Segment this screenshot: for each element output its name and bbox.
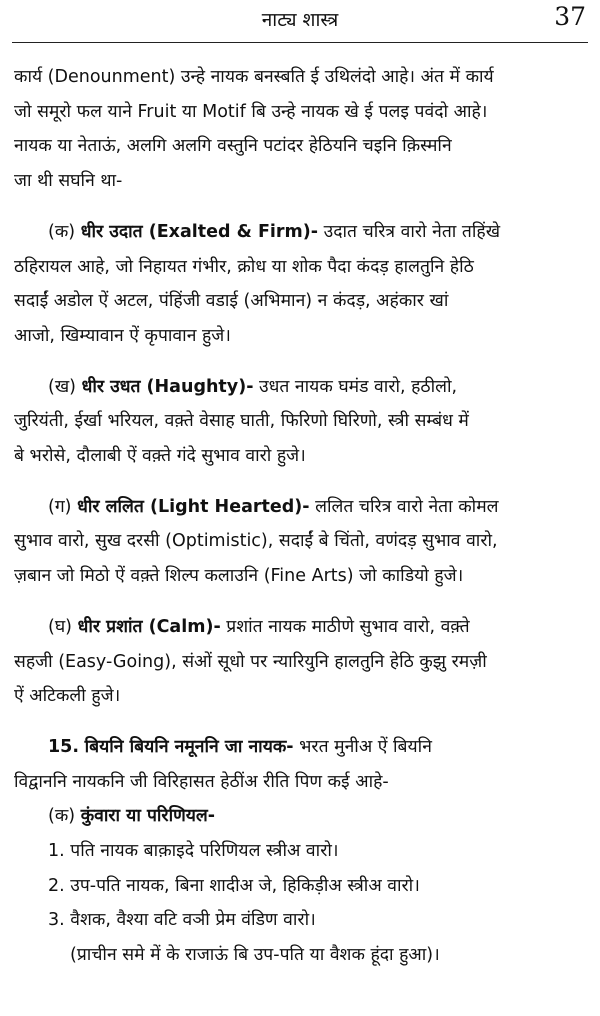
text-line: जा थी सघनि था- — [14, 171, 123, 192]
intro-paragraph — [14, 60, 588, 199]
text-line: ऐं अटिकली हुजे। — [14, 686, 121, 707]
text-line: उदात चरित्र वारो नेता तहिंखे — [318, 221, 501, 242]
text-line: विद्वाननि नायकनि जी विरिहासत हेठींअ रीति पिण कई आहे- — [14, 771, 389, 792]
section-title: बियनि बियनि नमूननि जा नायक- — [84, 736, 294, 757]
section-heading-line — [14, 730, 588, 765]
text-line: ललित चरित्र वारो नेता कोमल — [309, 496, 499, 517]
text-line: उधत नायक घमंड वारो, हठीलो, — [253, 376, 458, 397]
type-name: धीर उदात (Exalted & Firm)- — [80, 221, 319, 242]
text-line: बे भरोसे, दौलाबी ऐं वक़्ते गंदे सुभाव वारो हुजे। — [14, 446, 306, 467]
text-line: प्रशांत नायक माठीणे सुभाव वारो, वक़्ते — [220, 616, 470, 637]
type-name: धीर ललित (Light Hearted)- — [77, 496, 310, 517]
type-name: धीर प्रशांत (Calm)- — [77, 616, 221, 637]
text-line: ज़बान जो मिठो ऐं वक़्ते शिल्प कलाउनि (Fine Arts) जो काडियो हुजे। — [14, 566, 464, 587]
text-line: सुभाव वारो, सुख दरसी (Optimistic), सदाईं बे चिंतो, वणंदड़ सुभाव वारो, — [14, 531, 498, 552]
type-marker: (क) — [48, 221, 76, 242]
type-marker: (घ) — [48, 616, 72, 637]
text-line: जो समूरो फल याने Fruit या Motif बि उन्हे नायक खे ई पलइ पवंदो आहे। — [14, 101, 488, 122]
page-body — [14, 60, 588, 973]
text-line — [14, 215, 588, 250]
text-line: नायक या नेताऊं, अलगि अलगि वस्तुनि पटांदर हेठियनि चइनि क़िस्मनि — [14, 136, 452, 157]
text-line: सदाईं अडोल ऐं अटल, पंहिंजी वडाई (अभिमान) न कंदड़, अहंकार खां — [14, 291, 449, 312]
text-line: जुरियंती, ईर्खा भरियल, वक़्ते वेसाह घाती, फिरिणो घिरिणो, स्त्री सम्बंध में — [14, 411, 469, 432]
section-15 — [14, 730, 588, 973]
type-name: धीर उधत (Haughty)- — [81, 376, 254, 397]
list-item: 3. वैशक, वैश्या वटि वञी प्रेम वंडिण वारो। — [48, 910, 316, 931]
list-item: 2. उप-पति नायक, बिना शादीअ जे, हिकिड़ीअ स्त्रीअ वारो। — [48, 875, 420, 896]
section-number: 15. — [48, 736, 80, 757]
text-line: भरत मुनीअ ऐं बियनि — [293, 736, 432, 757]
type-paragraph-ka — [14, 215, 588, 354]
text-line: आजो, खिम्यावान ऐं कृपावान हुजे। — [14, 325, 231, 346]
list-note: (प्राचीन समे में के राजाऊं बि उप-पति या वैशक हूंदा हुआ)। — [70, 945, 440, 966]
list-item: 1. पति नायक बाक़ाइदे परिणियल स्त्रीअ वारो। — [48, 841, 339, 862]
text-line: सहजी (Easy-Going), संओं सूधो पर न्यारियुनि हालतुनि हेठि कुझु रमज़ी — [14, 651, 487, 672]
type-marker: (ग) — [48, 496, 72, 517]
text-line: ठहिरायल आहे, जो निहायत गंभीर, क्रोध या शोक पैदा कंदड़ हालतुनि हेठि — [14, 256, 474, 277]
text-line — [14, 610, 588, 645]
subheading-line — [14, 799, 588, 834]
subheading-marker: (क) — [48, 806, 76, 827]
type-paragraph-kha — [14, 370, 588, 474]
page-number: 37 — [554, 2, 586, 31]
type-paragraph-ga — [14, 490, 588, 594]
type-paragraph-gha — [14, 610, 588, 714]
page-header — [0, 0, 600, 44]
type-marker: (ख) — [48, 376, 76, 397]
subheading-label: कुंवारा या परिणियल- — [80, 806, 216, 827]
text-line — [14, 370, 588, 405]
text-line: कार्य (Denounment) उन्हे नायक बनस्बति ई उथिलंदो आहे। अंत में कार्य — [14, 67, 494, 87]
running-title: नाट्य शास्त्र — [261, 9, 339, 31]
text-line — [14, 490, 588, 525]
header-rule — [12, 42, 588, 43]
